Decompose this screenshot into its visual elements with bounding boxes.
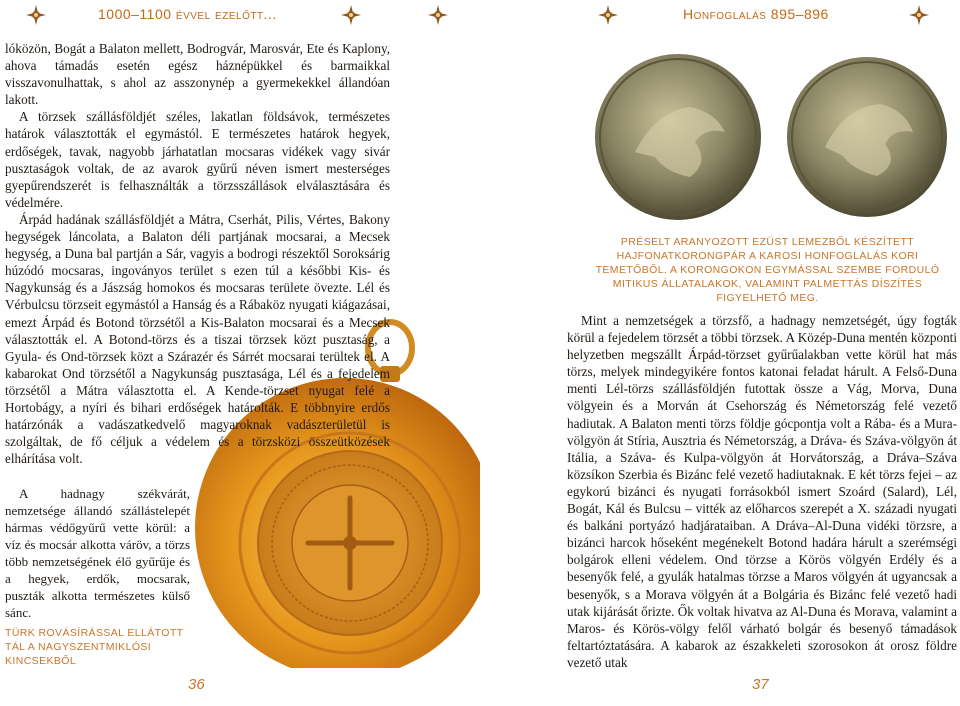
right-text — [567, 312, 957, 671]
left-caption: TÜRK ROVÁSÍRÁSSAL ELLÁTOTT TÁL A NAGYSZENTMIKLÓSI KINCSEKBŐL — [5, 627, 184, 667]
paragraph: A hadnagy székvárát, nemzetsége állandó szállástelepét hármas védőgyűrű vette körül: a víz és mocsár alkotta váröv, a törzs több nemzetségének élő gyűrűje és a hegyek, erdők, mocsarak, puszták alkotta természetes külső sánc. — [5, 486, 190, 620]
left-text-bottom — [5, 485, 190, 621]
cross-ornament-icon — [25, 4, 47, 26]
paragraph: Mint a nemzetségek a törzsfő, a hadnagy nemzetségét, úgy fogták körül a fejedelem törzsét a többi törzsek. A Közép-Duna mentén központi helyzetben megszállt Árpád-törzset gyűrűalakban vette körül hat más törzs, melyek mindegyikére fontos katonai feladat hárult. A Felső-Duna menti Lél-törzs szállásföldjén futottak össze a Vág, Morva, Duna völgyein és a Morván át Csehország és Németország felé vezető hadiutak. A Balaton menti törzs földje gócpontja volt a Rába- és a Mura-völgyön át Stíria, Ausztria és Németország, a Dráva- és Száva-völgyön át Itália, a Száva- és Kulpa-völgyön át Horvátország, a Dráva–Száva közsíkon Szerbia és Bizánc felé vezető hadiutaknak. E két törzs fejei – az egykorú bizánci és nyugati forrásokból ismert Szoárd (Salard), Lél, Bogát, Kál és Bulcsu – vitték az előharcos szerepét a X. századi nyugati és balkáni portyázó hadjárataiban. A Dráva–Al-Duna vidéki törzsre, a bizánci harcok hőseként megénekelt Botond hadára hárult a szerémségi bolgárok elleni védelem. Ond törzse a Körös völgyén Erdély és a besenyők felé, a gyulák hatalmas törzse a Maros völgyén át ugyancsak a besenyők, s a Morava völgyén át a Bolgária és Bizánc felé vezető hadi utak kijárását őrizte. Ők voltak hivatva az Al-Duna és Morava, valamint a Maros- és Körös-völgy felől várható bolgár és besenyő támadások feltartóztatására. A kabarok az északkeleti szorosokon át orosz földre vezető utak — [567, 313, 957, 670]
right-page — [480, 0, 960, 706]
intro-paragraph: lóközön, Bogát a Balaton mellett, Bodrogvár, Marosvár, Ete és Kaplony, ahova támadás esetén egész háznépükkel és barmaikkal visszavonulhattak, s ahol az asszonynép a gyermekekkel állandóan lakott. — [5, 41, 390, 108]
page-number: 37 — [752, 676, 769, 693]
left-text-top — [5, 40, 390, 467]
cross-ornament-icon — [427, 4, 449, 26]
cross-ornament-icon — [340, 4, 362, 26]
page-number: 36 — [188, 676, 205, 693]
paragraph: A törzsek szállásföldjét széles, lakatlan földsávok, természetes határok választották el egymástól. E természetes határok hegyek, erdőségek, tavak, nagyobb járhatatlan mocsaras vidékek vagy sivár pusztaságok voltak, de az avarok gyűrű néven ismert mesterséges gyepűrendszerét is felhasználták a törzsszállások elválasztására és védelmére. — [5, 109, 390, 210]
right-header — [480, 0, 960, 30]
cross-ornament-icon — [908, 4, 930, 26]
cross-ornament-icon — [597, 4, 619, 26]
silver-discs-image — [595, 52, 960, 222]
right-caption: PRÉSELT ARANYOZOTT EZÜST LEMEZBŐL KÉSZÍTETT HAJFONATKORONGPÁR A KAROSI HONFOGLALÁS KORI TEMETŐBŐL. A KORONGOKON EGYMÁSSAL SZEMBE FORDULÓ MITIKUS ÁLLATALAKOK, VALAMINT PALMETTÁS DÍSZÍTÉS FIGYELHETŐ MEG. — [595, 236, 940, 304]
right-header-title: Honfoglalás 895–896 — [683, 6, 829, 22]
left-header — [0, 0, 480, 30]
left-header-title: 1000–1100 évvel ezelőtt... — [98, 6, 277, 22]
paragraph: Árpád hadának szállásföldjét a Mátra, Cserhát, Pilis, Vértes, Bakony hegységek láncolata, a Balaton déli partjának mocsarai, a Mecsek hegység, a Duna bal partján a Sár, vagyis a bodrogi részektől Soroksárig húzódó mocsaras, ingoványos terület s ezen túl a későbbi Kis- és Nagykunság és a Jászság homokos és mocsaras területe övezte. Lél és Vérbulcsu törzseit egymástól a Hanság és a Rábaköz nyugati kiágazásai, emezt Árpád és Botond törzsétől a Kis-Balaton mocsarai és a Mecsek választották el. A Botond-törzs és a tiszai törzsek közt pusztaság, a Gyula- és Ond-törzsek közt a Szárazér és Sárrét mocsarai terültek el. A kabarokat Ond törzsétől a Nagykunság pusztasága, Lél és a fejedelem törzsétől a Mátra választotta el. A Kende-törzset nyugat felé a Hortobágy, a nyíri és bihari erdőségek határolták. E többnyire erdős határzónák a vadászatkedvelő magyaroknak vadászterületül is szolgáltak, de fő céljuk a védelem és a törzsközi összeütközések elhárítása volt. — [5, 211, 390, 467]
